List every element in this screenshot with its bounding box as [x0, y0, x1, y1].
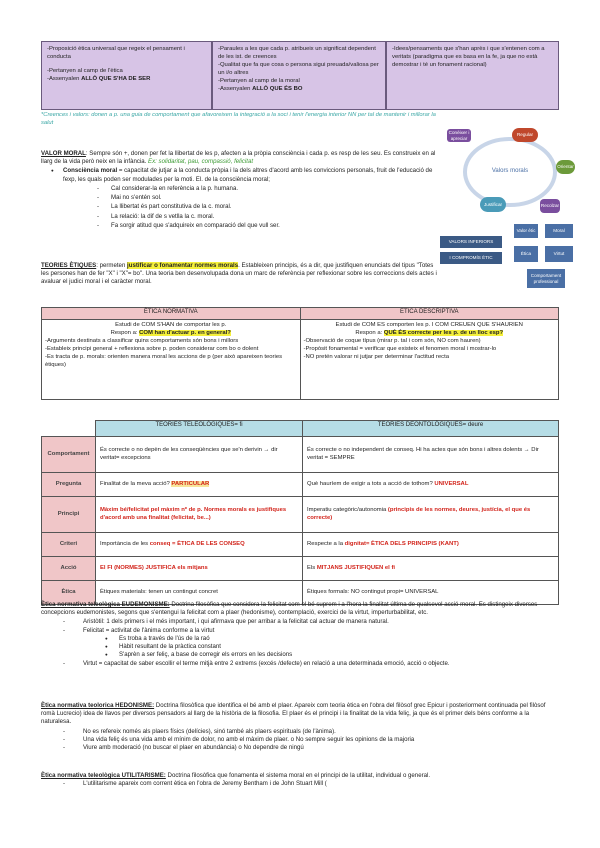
diagram-node-4: Justificar — [480, 197, 506, 212]
diagram-node-1: Conèixer i apreciar — [448, 130, 470, 141]
consciencia-sub-3: - La llibertat és part constitutiva de la c. moral. — [97, 203, 439, 211]
box-values — [212, 41, 386, 110]
box-principles — [41, 41, 212, 110]
diagram-node-7: I COMPROMÍS ÈTIC — [440, 252, 502, 264]
t2-cell-deonto: Imperatiu categòric/autonomia (principis de les normes, deures, justícia, el que és correcte) — [303, 497, 559, 533]
diagram-node-11: Virtut — [545, 246, 573, 262]
t2-cell-deonto: És correcte o no independent de conseq. Hi ha actes que són bons i altres dolents → Dir veritat = SEMPRE — [303, 437, 559, 473]
consciencia-sub-4: - La relació: la dif de s vetlla la c. moral. — [97, 213, 439, 221]
eudemonisme-item-1: - Aristòtil: 1 dels primers i el més important, i qui afirmava que per arribar a la felicitat cal actuar de manera natural. — [63, 618, 559, 626]
diagram-node-9: Moral — [545, 224, 573, 238]
box-beliefs — [386, 41, 559, 110]
t1-head-descriptiva: ETICA DESCRIPTIVA — [300, 308, 559, 320]
valor-moral-section — [41, 150, 439, 230]
t2-cell-teleo: Finalitat de la meva acció? PARTICULAR — [96, 473, 303, 497]
utilitarisme-paragraph: Ètica normativa teleològica UTILITARISME: Doctrina filosòfica que fonamenta el sistema moral en el principi de la utilitat, individual o general. — [41, 772, 431, 779]
utilitarisme-section — [41, 772, 559, 788]
hedonisme-paragraph: Ètica normativa teolorica HEDONISME: Doctrina filosòfica que identifica el bé amb el plaer. Apareix com teoria ètica en l'obra del filòsof grec Epicur i posteriorment continuada pel filòsof romà Lucrecio) idea de llavos per diversos pensadors al llarg de la història de la filosofia. El plaer és el principi i la finalitat de la vida feliç, ja que és el primer dels béns conforme a la naturalesa. — [41, 702, 546, 726]
t2-cell-teleo: És correcte o no depèn de les conseqüències que se'n derivin → dir veritat= excepcions — [96, 437, 303, 473]
t1-cell-descriptiva: Estudi de COM ES comporten les p. I COM CREUEN QUE S'HAURIEN Respon a: QUÈ ÉS correcte per les p. de un lloc esp? -Observació de coque típus (mirar p. tal i com són, NO com hauren) -Propòsit fonamental = verificar que existeix el fenomen moral i mostrar-lo -NO pretén valorar ni jutjar per determinar l'actitud recta — [300, 320, 559, 400]
box1-line2: -Pertanyen al camp de l'ètica — [47, 67, 123, 74]
t2-row-label: Comportament — [42, 437, 96, 473]
t2-row-label: Pregunta — [42, 473, 96, 497]
t2-row-label: Principi — [42, 497, 96, 533]
eudemonisme-section — [41, 601, 559, 668]
utilitarisme-sub: - L'utilitarisme apareix com corrent ètica en l'obra de Jeremy Bentham i de John Stuart Mill ( — [63, 780, 559, 788]
teories-etiques-paragraph: TEORIES ÈTIQUES: permeten justificar o fonamentar normes morals. Estableixen principis, és a dir, que justifiquen enunciats del tipus "Totes les persones han de fer "X" i "X"= bo". Una teoria ben desenvolupada dona un marc de referència per reflexionar sobre les correccions dels actes i avaluar el judici moral i el caràcter moral. — [41, 262, 437, 286]
t1-head-normativa: ÈTICA NORMATIVA — [42, 308, 301, 320]
eudemonisme-item-2: - Felicitat = activitat de l'ànima conforme a la virtut — [63, 627, 559, 635]
hedonisme-sub-1: - No es refereix només als plaers físics (delícies), sinó també als plaers espirituals (de l'ànima). — [63, 728, 559, 736]
box2-line1: -Paraules a les que cada p. atribueix un significat dependent de les ist. de creences — [218, 46, 376, 60]
eudemonisme-paragraph: Ètica normativa teleològica EUDEMONISME: Doctrina filosòfica que considera la felicitat com el bé suprem i a l'hora la finalitat última de qualsevol acció moral. Es distingeix diverses concepcions eudemonistes, segons que s'entengui la felicitat com a plaer (hedonisme), contemplació, exercici de la virtut, imperturbabilitat, etc. — [41, 601, 538, 617]
felicitat-sub-1: ● Es troba a través de l'ús de la raó — [105, 635, 559, 643]
felicitat-sub-3: ● S'aprèn a ser feliç, a base de corregir els errors en les decisions — [105, 651, 559, 659]
box3-line1: -Idees/pensaments que s'han après i que s'entenen com a veritats (paradigma que es basa en la fe, ja que no està demostrar i té un fonament racional) — [392, 46, 545, 68]
t2-head-deonto: TEORIES DEONTOLÒGIQUES= deure — [303, 421, 559, 437]
diagram-node-6: VALORS INFERIORS — [440, 236, 502, 248]
t1-cell-normativa: Estudi de COM S'HAN de comportar les p. Respon a: COM han d'actuar p. en general? -Arguments destinats a classificar quins comportaments són bons i millors -Estableix principi general + reflexiona sobre p. poden considerar com bo o dolent -Es tracta de p. morals: orienten manera moral les accions de p (per això apareixen teories ètiques) — [42, 320, 301, 400]
normativa-descriptiva-table — [41, 307, 559, 400]
consciencia-sub-1: - Cal considerar-la en referència a la p. humana. — [97, 185, 439, 193]
box2-line4: -Assenyalen ALLÒ QUE ÉS BO — [218, 85, 303, 92]
hedonisme-sub-3: - Viure amb moderació (no buscar el plaer en abundància) o No dependre de ningú — [63, 744, 559, 752]
diagram-center: Valors morals — [491, 167, 529, 174]
consciencia-sub-2: - Mai no s'entén sol. — [97, 194, 439, 202]
t2-cell-deonto: Respecte a la dignitat= ÈTICA DELS PRINCIPIS (KANT) — [303, 533, 559, 557]
t2-row-label: Criteri — [42, 533, 96, 557]
diagram-node-10: Ètica — [514, 246, 538, 262]
box2-line3: -Pertanyen al camp de la moral — [218, 77, 300, 84]
beliefs-note: *Creences i valors: donen a p. una guia de comportament que afavoreixen la integració a la soci i tenir l'energia interior NN per tal de mantenir i millorar la salut — [41, 112, 436, 126]
t2-head-teleo: TEORIES TELEOLÒGIQUES= fi — [96, 421, 303, 437]
diagram-node-2: Regular — [512, 128, 538, 142]
t2-cell-deonto: Els MITJANS JUSTIFIQUEN el fi — [303, 557, 559, 581]
t2-cell-teleo: Importància de les conseq = ÈTICA DE LES CONSEQ — [96, 533, 303, 557]
teories-table — [41, 420, 559, 605]
diagram-node-8: Valor ètic — [514, 224, 538, 238]
consciencia-moral-item: ● Consciència moral = capacitat de jutjar a la conducta pròpia i la dels altres d'acord amb les conviccions personals, fruit de l'educació de fexp, les quals poden ser modulades per la moti. El. de la consciència moral; — [51, 167, 439, 183]
t2-cell-deonto: Ètiques formals: NO contingut propi= UNIVERSAL — [303, 581, 559, 605]
eudemonisme-item-3: - Virtut = capacitat de saber escollir el terme mitjà entre 2 extrems (excés /defecte) en relació a una determinada emoció, acció o objecte. — [63, 660, 559, 668]
box1-line3: -Assenyalen ALLÒ QUE S'HA DE SER — [47, 75, 151, 82]
t2-cell-deonto: Què hauríem de exigir a tots a acció de tothom? UNIVERSAL — [303, 473, 559, 497]
consciencia-sub-5: - Fa sorgir atitud que s'adquireix en comparació del que vull ser. — [97, 222, 439, 230]
box2-line2: -Qualitat que fa que cosa o persona sigui preuada/valiosa per un i/o altres — [218, 61, 379, 76]
diagram-node-12: Comportament professional — [527, 269, 565, 288]
diagram-node-3: Orientar — [556, 160, 575, 174]
box1-line1: -Proposició ètica universal que regeix el pensament i conducta — [47, 46, 185, 60]
felicitat-sub-2: ● Hàbit resultant de la pràctica constant — [105, 643, 559, 651]
valor-moral-paragraph: VALOR MORAL: Sempre són +, donen per fet la llibertat de les p, afecten a la pròpia consciència i cada p. es resp de les seu. Es construeix en al llarg de la vida però neix en la infància. Ex: solidaritat, pau, compassió, felicitat — [41, 150, 436, 166]
t2-row-label: Ètica — [42, 581, 96, 605]
diagram-node-5: Recolzar — [540, 199, 560, 213]
t2-cell-teleo: Ètiques materials: tenen un contingut concret — [96, 581, 303, 605]
hedonisme-section — [41, 702, 559, 752]
t2-cell-teleo: Màxim bé/felicitat pel màxim nº de p. Normes morals es justifiques d'acord amb una finalitat (felicitat, be...) — [96, 497, 303, 533]
t2-corner — [42, 421, 96, 437]
t2-cell-teleo: El FI (NORMES) JUSTIFICA els mitjans — [96, 557, 303, 581]
t2-row-label: Acció — [42, 557, 96, 581]
hedonisme-sub-2: - Una vida feliç és una vida amb el mínim de dolor, no amb el màxim de plaer. o No sempre seguir les opinions de la majoria — [63, 736, 559, 744]
values-diagram — [430, 124, 575, 304]
